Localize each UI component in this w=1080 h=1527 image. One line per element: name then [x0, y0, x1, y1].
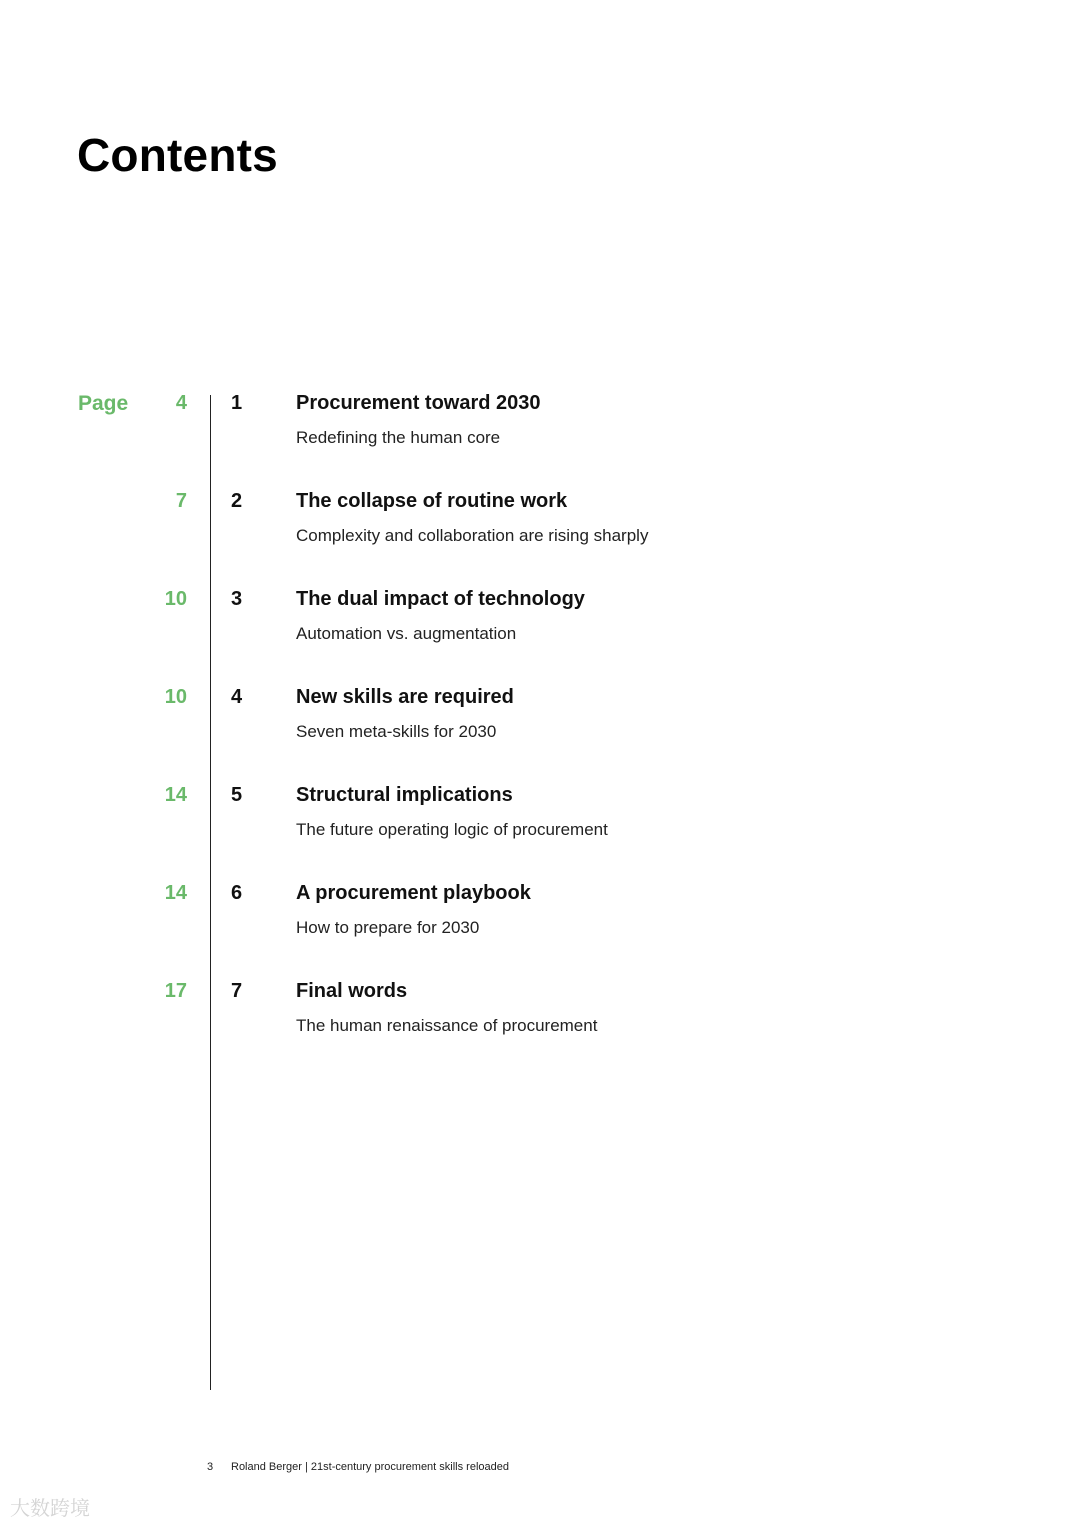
page-column-label: Page	[78, 392, 129, 415]
toc-entry[interactable]	[0, 392, 1080, 472]
toc-page-number: 10	[164, 686, 187, 708]
toc-entry[interactable]	[0, 588, 1080, 668]
toc-chapter-number: 5	[231, 784, 243, 806]
toc-chapter-subtitle: Complexity and collaboration are rising sharply	[296, 526, 649, 545]
toc-chapter-subtitle: Redefining the human core	[296, 428, 501, 447]
toc-chapter-subtitle: The future operating logic of procurement	[296, 820, 608, 839]
toc-entry[interactable]	[0, 784, 1080, 864]
toc-entry[interactable]	[0, 686, 1080, 766]
toc-entry[interactable]	[0, 490, 1080, 570]
toc-chapter-title: A procurement playbook	[296, 882, 531, 904]
footer-text: Roland Berger | 21st-century procurement skills reloaded	[231, 1461, 509, 1473]
toc-page-number: 4	[175, 392, 187, 414]
toc-chapter-title: Final words	[296, 980, 408, 1002]
toc-page-number: 10	[164, 588, 187, 610]
toc-chapter-subtitle: Seven meta-skills for 2030	[296, 722, 497, 741]
watermark: 大数跨境	[10, 1498, 90, 1520]
toc-chapter-number: 4	[231, 686, 243, 708]
toc-page-number: 7	[175, 490, 187, 512]
toc-chapter-number: 6	[231, 882, 243, 904]
toc-chapter-subtitle: Automation vs. augmentation	[296, 624, 517, 643]
toc-chapter-title: Structural implications	[296, 784, 513, 806]
page-title: Contents	[77, 129, 278, 181]
toc-chapter-number: 7	[231, 980, 243, 1002]
toc-chapter-title: The collapse of routine work	[296, 490, 568, 512]
toc-entry[interactable]	[0, 980, 1080, 1060]
toc-chapter-number: 2	[231, 490, 243, 512]
toc-chapter-subtitle: How to prepare for 2030	[296, 918, 480, 937]
toc-chapter-number: 1	[231, 392, 243, 414]
toc-page-number: 14	[164, 784, 187, 806]
toc-chapter-title: New skills are required	[296, 686, 514, 708]
footer-page-number: 3	[207, 1461, 214, 1473]
toc-chapter-number: 3	[231, 588, 243, 610]
toc-chapter-subtitle: The human renaissance of procurement	[296, 1016, 598, 1035]
toc-page-number: 14	[164, 882, 187, 904]
toc-chapter-title: Procurement toward 2030	[296, 392, 541, 414]
toc-entry[interactable]	[0, 882, 1080, 962]
toc-chapter-title: The dual impact of technology	[296, 588, 585, 610]
toc-page-number: 17	[164, 980, 187, 1002]
